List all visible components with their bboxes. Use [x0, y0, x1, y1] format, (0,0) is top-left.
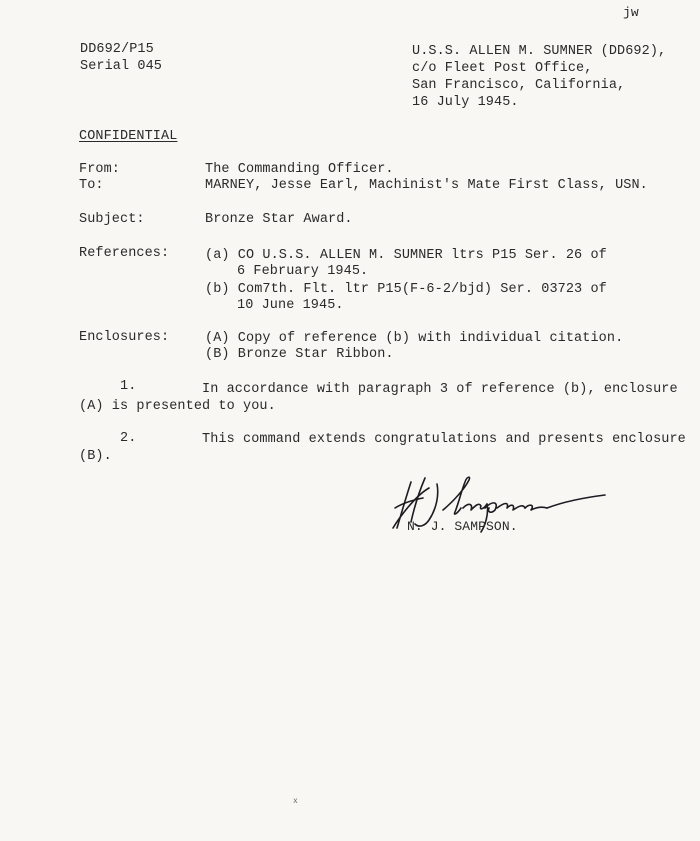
reference-b: (b) Com7th. Flt. ltr P15(F-6-2/bjd) Ser. 03723 of	[205, 282, 607, 297]
paragraph-1-continued: (A) is presented to you.	[79, 399, 276, 414]
serial-number: Serial 045	[80, 59, 163, 74]
classification-marking: CONFIDENTIAL	[79, 129, 178, 144]
reference-b-continued: 10 June 1945.	[237, 298, 344, 313]
typed-signature-name: N. J. SAMPSON.	[407, 519, 518, 534]
paragraph-1-number: 1.	[120, 379, 137, 394]
enclosures-label: Enclosures:	[79, 330, 170, 345]
paragraph-2-continued: (B).	[79, 449, 112, 464]
subject-value: Bronze Star Award.	[205, 212, 353, 227]
handwritten-initials: jw	[623, 5, 639, 20]
sender-address-block	[412, 43, 666, 111]
address-line-post-office: c/o Fleet Post Office,	[412, 61, 593, 76]
subject-label: Subject:	[79, 212, 145, 227]
from-value: The Commanding Officer.	[205, 162, 394, 177]
to-value: MARNEY, Jesse Earl, Machinist's Mate First Class, USN.	[205, 178, 648, 193]
from-label: From:	[79, 162, 121, 177]
enclosure-a: (A) Copy of reference (b) with individual citation.	[205, 331, 624, 346]
paragraph-2-number: 2.	[120, 431, 137, 446]
address-line-city: San Francisco, California,	[412, 78, 626, 93]
stray-mark: x	[293, 797, 298, 806]
file-reference-block	[80, 41, 162, 75]
to-label: To:	[79, 178, 104, 193]
paragraph-1-text: In accordance with paragraph 3 of reference (b), enclosure	[202, 382, 678, 397]
reference-a: (a) CO U.S.S. ALLEN M. SUMNER ltrs P15 Ser. 26 of	[205, 248, 607, 263]
reference-a-continued: 6 February 1945.	[237, 264, 369, 279]
paragraph-2-text: This command extends congratulations and presents enclosure	[202, 432, 686, 447]
letter-date: 16 July 1945.	[412, 95, 519, 110]
enclosure-b: (B) Bronze Star Ribbon.	[205, 347, 394, 362]
file-number: DD692/P15	[80, 42, 154, 57]
address-line-ship: U.S.S. ALLEN M. SUMNER (DD692),	[412, 44, 667, 59]
references-label: References:	[79, 246, 170, 261]
